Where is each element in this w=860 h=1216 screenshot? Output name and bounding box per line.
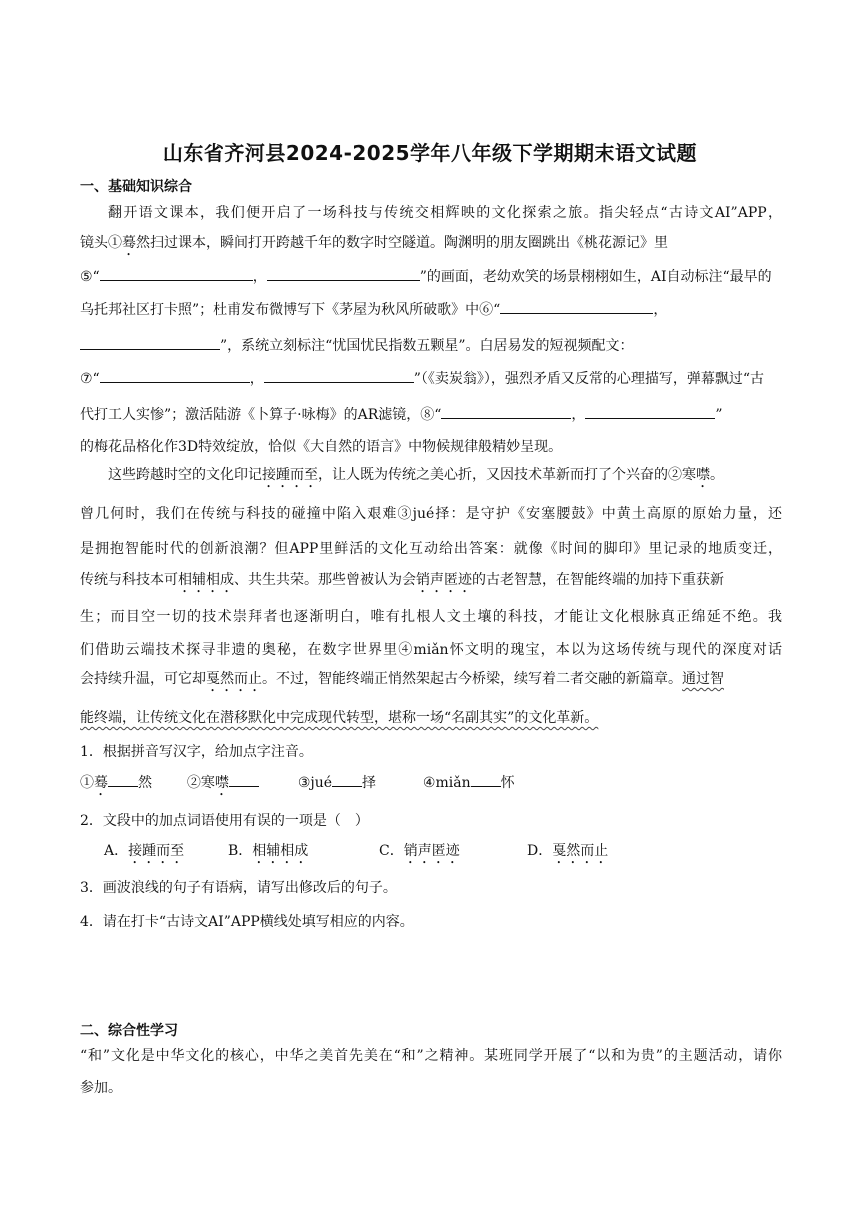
passage-text: 镜头① xyxy=(80,235,122,251)
question-4: 4．请在打卡“古诗文AI”APP横线处填写相应的内容。 xyxy=(80,914,414,930)
passage-text: ”，系统立刻标注“忧国忧民指数五颗星”。白居易发的短视频配文： xyxy=(220,338,634,354)
option-label: D． xyxy=(527,843,553,859)
option-text: ③jué xyxy=(297,775,333,791)
passage-line xyxy=(80,669,782,695)
option-word: 接踵而至 xyxy=(128,843,185,859)
passage-line: 是拥抱智能时代的创新浪潮？但APP里鲜活的文化互动给出答案：就像《时间的脚印》里记录的地质变迁， xyxy=(80,541,782,557)
q1-options xyxy=(80,772,515,799)
answer-blank-7b[interactable] xyxy=(264,368,414,383)
question-2: 2．文段中的加点词语使用有误的一项是（ ） xyxy=(80,813,369,829)
passage-line: 生；而目空一切的技术崇拜者也逐渐明白，唯有扎根人文土壤的科技，才能让文化根脉真正绵延不绝。我 xyxy=(80,609,782,625)
answer-blank-5a[interactable] xyxy=(100,266,253,281)
passage-text: 代打工人实惨”；激活陆游《卜算子·咏梅》的AR滤镜，⑧“ xyxy=(80,407,442,423)
section2-line: 参加。 xyxy=(80,1080,122,1096)
passage-text: ⑦“ xyxy=(80,371,100,387)
dotted-char: 蓦 xyxy=(122,235,136,251)
option-label: C． xyxy=(379,843,404,859)
passage-line xyxy=(80,404,782,425)
passage-text: ”（《卖炭翁》），强烈矛盾又反常的心理描写，弹幕飘过“古 xyxy=(413,371,765,387)
passage-text: 乌托邦社区打卡照”；杜甫发布微博写下《茅屋为秋风所破歌》中⑥“ xyxy=(80,302,501,318)
passage-text: 。 xyxy=(710,467,724,483)
passage-text: ， xyxy=(252,269,267,285)
passage-text: 然扫过课本，瞬间打开跨越千年的数字时空隧道。陶渊明的朋友圈跳出《桃花源记》里 xyxy=(136,235,668,251)
passage-line xyxy=(80,233,782,259)
option-a[interactable] xyxy=(104,841,184,867)
passage-text: ， xyxy=(571,407,586,423)
dotted-word-jiaraner-zhi: 戛然而止 xyxy=(206,671,262,687)
answer-blank-8a[interactable] xyxy=(441,404,571,419)
passage-text: 、共生共荣。那些曾被认为会 xyxy=(234,572,416,588)
answer-blank-7a[interactable] xyxy=(100,368,250,383)
option-d[interactable] xyxy=(527,841,608,867)
option-text: 然 xyxy=(138,775,152,791)
passage-line: 翻开语文课本，我们便开启了一场科技与传统交相辉映的文化探索之旅。指尖轻点“古诗文AI”APP， xyxy=(108,205,782,221)
dotted-char: 噤 xyxy=(214,775,229,791)
passage-line: 的梅花品格化作3D特效绽放，恰似《大自然的语言》中物候规律般精妙呈现。 xyxy=(80,439,563,455)
question-3: 3．画波浪线的句子有语病，请写出修改后的句子。 xyxy=(80,880,397,896)
passage-line: 们借助云端技术探寻非遗的奥秘，在数字世界里④miǎn怀文明的瑰宝，本以为这场传统与现代的深度对话 xyxy=(80,642,782,658)
option-label: A． xyxy=(104,843,129,859)
section-heading-2: 二、综合性学习 xyxy=(80,1023,178,1039)
answer-blank-8b[interactable] xyxy=(585,404,715,419)
passage-text: ”的画面，老幼欢笑的场景栩栩如生，AI自动标注“最早的 xyxy=(419,269,772,285)
dotted-word-jiezhongerzhi: 接踵而至 xyxy=(262,467,318,483)
option-text: ① xyxy=(80,775,94,791)
option-text: 择 xyxy=(362,775,377,791)
question-1: 1．根据拼音写汉字，给加点字注音。 xyxy=(80,744,313,760)
option-word: 相辅相成 xyxy=(252,843,309,859)
dotted-word-xiangfuxiangcheng: 相辅相成 xyxy=(178,572,234,588)
passage-text: 传统与科技本可 xyxy=(80,572,178,588)
option-text: ④miǎn xyxy=(422,775,471,791)
answer-blank-5b[interactable] xyxy=(267,266,420,281)
passage-text: 这些跨越时空的文化印记 xyxy=(108,467,262,483)
wavy-sentence: 通过智 xyxy=(682,671,724,687)
answer-blank-q1-2[interactable] xyxy=(229,772,259,787)
answer-blank-q1-4[interactable] xyxy=(471,772,501,787)
wavy-sentence: 能终端，让传统文化在潜移默化中完成现代转型，堪称一场“名副其实”的文化革新。 xyxy=(80,710,599,726)
page-title: 山东省齐河县2024-2025学年八年级下学期期末语文试题 xyxy=(162,141,698,165)
passage-line xyxy=(80,368,782,389)
passage-text: ， xyxy=(249,371,264,387)
passage-line xyxy=(80,570,782,596)
answer-blank-6a[interactable] xyxy=(500,299,653,314)
passage-text: 。不过，智能终端正悄然架起古今桥梁，续写着二者交融的新篇章。 xyxy=(262,671,682,687)
passage-text: ⑤“ xyxy=(80,269,100,285)
answer-blank-q1-3[interactable] xyxy=(332,772,362,787)
option-text: ②寒 xyxy=(186,775,215,791)
dotted-word-xiaoshengniji: 销声匿迹 xyxy=(416,572,472,588)
passage-text: ，让人既为传统之美心折，又因技术革新而打了个兴奋的②寒 xyxy=(318,467,696,483)
passage-text: ” xyxy=(715,407,723,423)
passage-text: ， xyxy=(653,302,668,318)
passage-text: 会持续升温，可它却 xyxy=(80,671,206,687)
option-b[interactable] xyxy=(228,841,308,867)
answer-blank-6b[interactable] xyxy=(80,335,220,350)
passage-line xyxy=(80,266,782,287)
option-word: 戛然而止 xyxy=(552,843,609,859)
option-text: 怀 xyxy=(500,775,515,791)
option-word: 销声匿迹 xyxy=(403,843,460,859)
passage-line: 曾几何时，我们在传统与科技的碰撞中陷入艰难③jué择：是守护《安塞腰鼓》中黄土高原的原始力量，还 xyxy=(80,506,782,522)
passage-text: 的古老智慧，在智能终端的加持下重获新 xyxy=(472,572,724,588)
passage-line xyxy=(80,708,782,728)
option-label: B． xyxy=(228,843,253,859)
passage-line xyxy=(108,465,782,491)
dotted-char: 蓦 xyxy=(94,775,108,791)
passage-line xyxy=(80,335,782,356)
option-c[interactable] xyxy=(379,841,460,867)
dotted-char: 噤 xyxy=(696,467,710,483)
section2-line: “和”文化是中华文化的核心，中华之美首先美在“和”之精神。某班同学开展了“以和为贵”的主题活动，请你 xyxy=(80,1048,782,1064)
passage-line xyxy=(80,299,782,320)
section-heading-1: 一、基础知识综合 xyxy=(80,179,192,195)
answer-blank-q1-1[interactable] xyxy=(108,772,138,787)
